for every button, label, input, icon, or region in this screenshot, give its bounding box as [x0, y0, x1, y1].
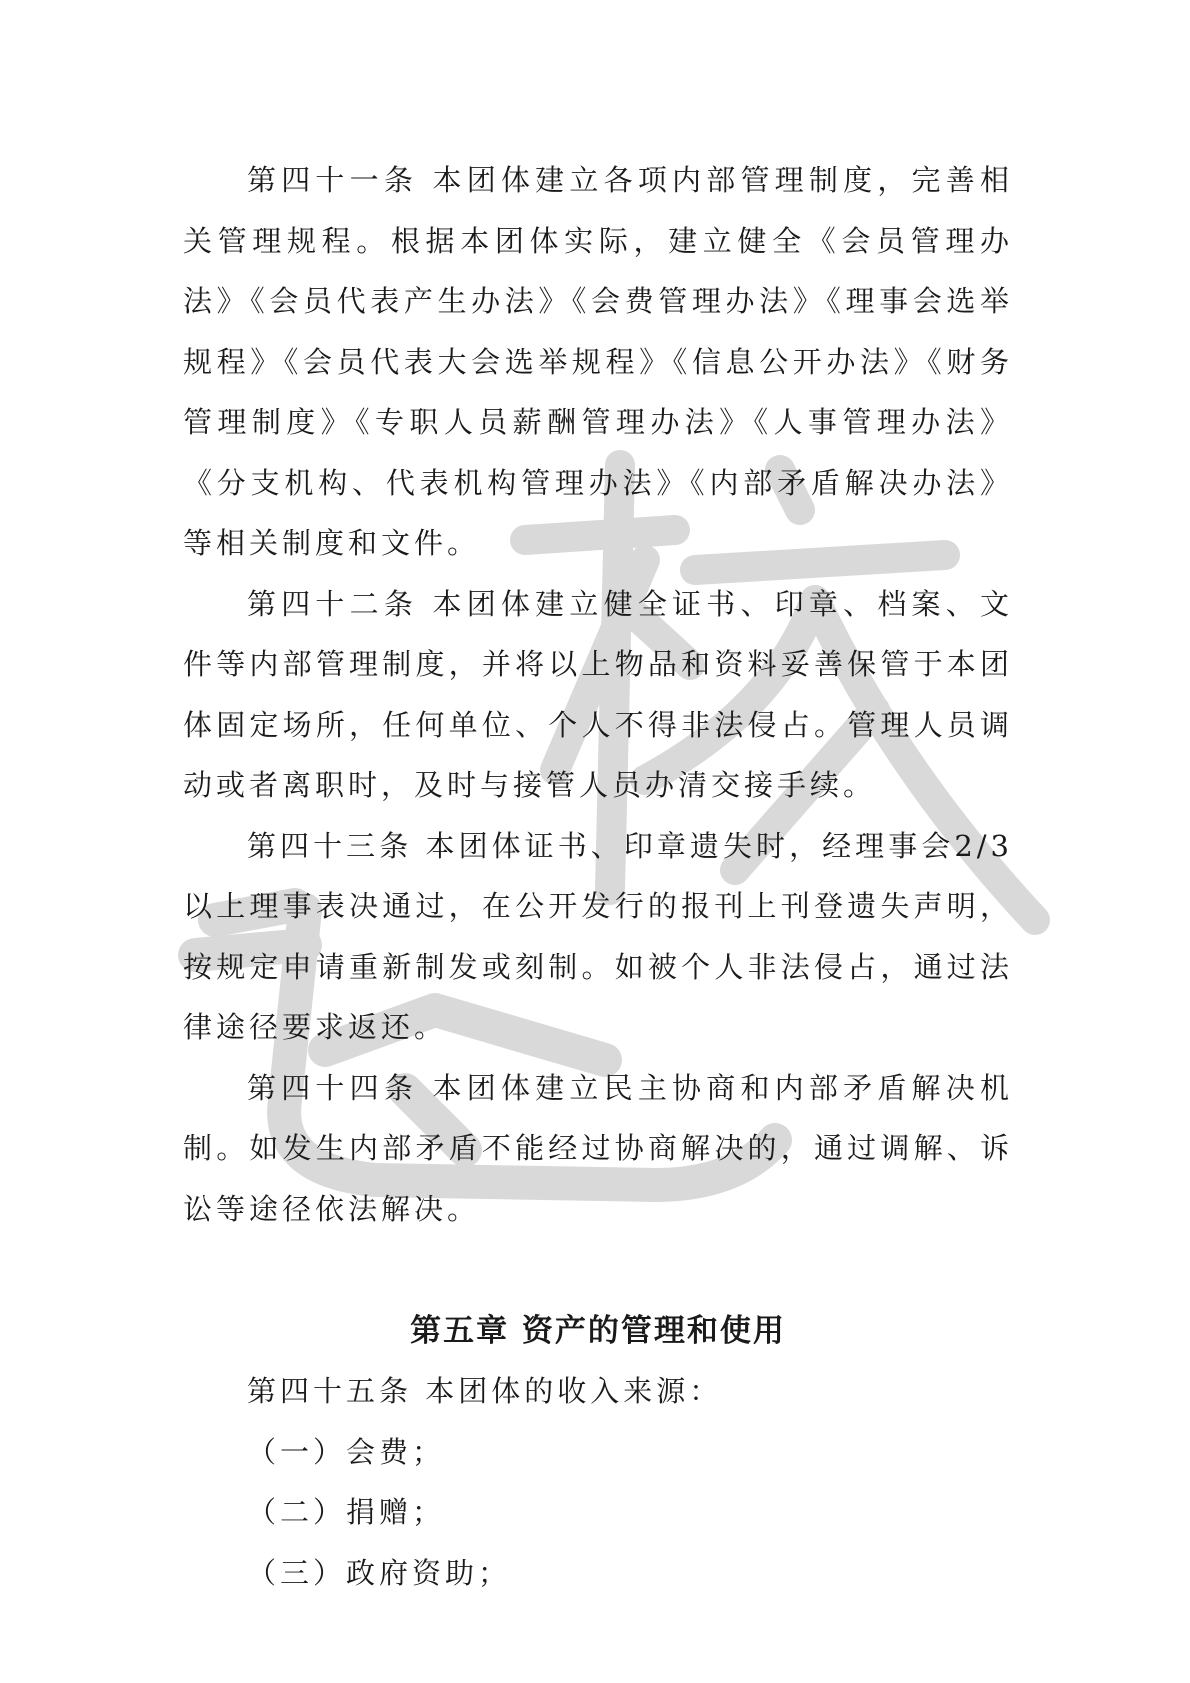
article-42: 第四十二条 本团体建立健全证书、印章、档案、文件等内部管理制度，并将以上物品和资料妥善保管于本团体固定场所，任何单位、个人不得非法侵占。管理人员调动或者离职时，及时与接管人员办清交接手续。	[183, 586, 1013, 802]
income-item-donations: （二）捐赠；	[247, 1495, 446, 1529]
article-44: 第四十四条 本团体建立民主协商和内部矛盾解决机制。如发生内部矛盾不能经过协商解决的，通过调解、诉讼等途径依法解决。	[183, 1070, 1013, 1226]
income-item-membership-fees: （一）会费；	[247, 1434, 446, 1469]
article-41: 第四十一条 本团体建立各项内部管理制度，完善相关管理规程。根据本团体实际，建立健全《会员管理办法》《会员代表产生办法》《会费管理办法》《理事会选举规程》《会员代表大会选举规程》《信息公开办法》《财务管理制度》《专职人员薪酬管理办法》《人事管理办法》《分支机构、代表机构管理办法》《内部矛盾解决办法》等相关制度和文件。	[183, 163, 1013, 560]
article-45: 第四十五条 本团体的收入来源：	[247, 1374, 723, 1408]
document-body	[183, 150, 1013, 1603]
income-item-government-funding: （三）政府资助；	[247, 1555, 512, 1590]
chapter-title: 第五章 资产的管理和使用	[410, 1313, 786, 1349]
article-43: 第四十三条 本团体证书、印章遗失时，经理事会2/3以上理事表决通过，在公开发行的报刊上刊登遗失声明，按规定申请重新制发或刻制。如被个人非法侵占，通过法律途径要求返还。	[183, 828, 1013, 1044]
